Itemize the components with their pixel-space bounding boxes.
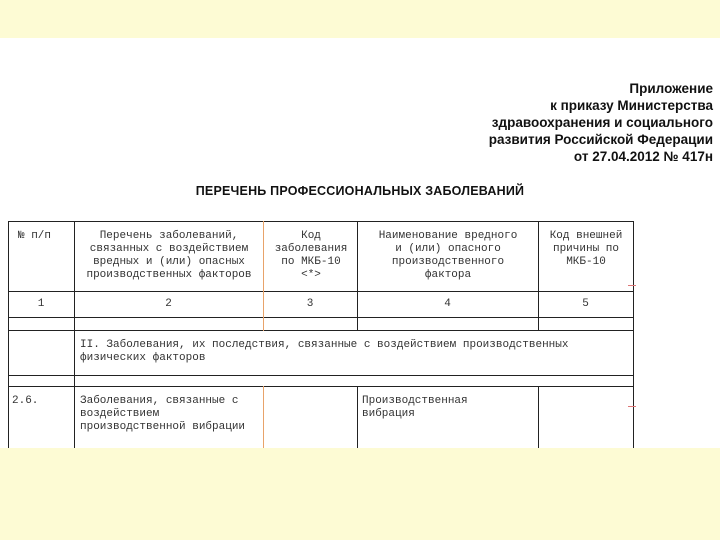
col-border-5 — [633, 221, 634, 448]
column-number-3: 3 — [306, 298, 314, 310]
col-border-0 — [8, 221, 9, 448]
col-border-2a — [263, 221, 264, 331]
appendix-line-4: развития Российской Федерации — [488, 132, 713, 147]
header-number: № п/п — [18, 230, 52, 242]
header-diseases: Перечень заболеваний, связанных с воздействием вредных и (или) опасных производственных факторов — [86, 230, 252, 281]
row-factor: Производственная вибрация — [362, 395, 468, 420]
row-disease: Заболевания, связанные с воздействием производственной вибрации — [80, 395, 246, 433]
col-border-3b — [357, 386, 358, 448]
col-border-1 — [74, 221, 75, 448]
section-heading: II. Заболевания, их последствия, связанные с воздействием производственных физических факторов — [80, 339, 569, 364]
table-top-border — [8, 221, 634, 222]
appendix-line-2: к приказу Министерства — [550, 98, 713, 113]
edit-mark — [628, 406, 636, 407]
header-external-code: Код внешней причины по МКБ-10 — [549, 230, 623, 268]
col-border-4b — [538, 386, 539, 448]
column-number-5: 5 — [582, 298, 589, 310]
spacer-bottom-border — [8, 330, 634, 331]
col-border-3a — [357, 221, 358, 331]
appendix-line-3: здравоохранения и социального — [491, 115, 713, 130]
appendix-line-5: от 27.04.2012 № 417н — [573, 149, 713, 164]
header-bottom-border — [8, 291, 634, 292]
spacer2-bottom-border — [8, 386, 634, 387]
edit-mark — [628, 285, 636, 286]
column-number-2: 2 — [165, 298, 172, 310]
column-number-1: 1 — [37, 298, 45, 310]
document-title: ПЕРЕЧЕНЬ ПРОФЕССИОНАЛЬНЫХ ЗАБОЛЕВАНИЙ — [195, 184, 525, 198]
document-page — [0, 38, 720, 448]
row-number: 2.6. — [12, 395, 39, 407]
numbers-bottom-border — [8, 317, 634, 318]
diseases-table — [0, 38, 720, 448]
header-factor: Наименование вредного и (или) опасного производственного фактора — [378, 230, 518, 281]
column-number-4: 4 — [444, 298, 451, 310]
col-border-2b — [263, 386, 264, 448]
appendix-line-1: Приложение — [629, 81, 713, 96]
section-bottom-border — [8, 375, 634, 376]
header-icd-code: Код заболевания по МКБ-10 <*> — [274, 230, 348, 281]
col-border-4a — [538, 221, 539, 331]
